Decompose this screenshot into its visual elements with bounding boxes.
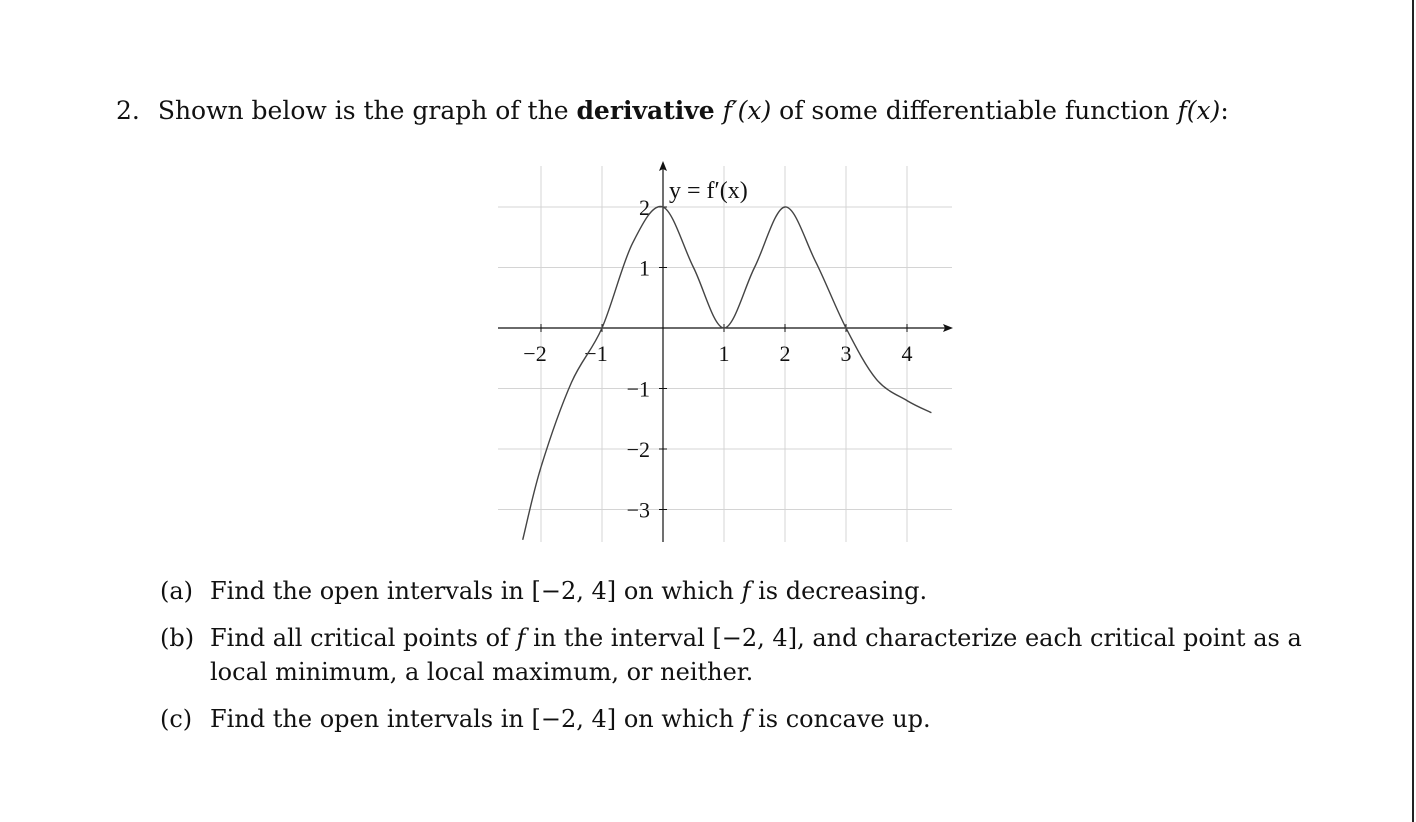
part-c-pre: Find the open intervals in xyxy=(210,705,524,733)
part-b-interval: [−2, 4] xyxy=(712,624,798,652)
problem-number: 2. xyxy=(116,96,140,125)
part-b-post: , and characterize each critical point as a local minimum, a local maximum, or neither. xyxy=(210,624,1302,686)
intro-text: Shown below is the graph of the xyxy=(157,96,569,125)
y-tick-label: −1 xyxy=(626,376,650,402)
y-tick-label: −2 xyxy=(626,437,650,462)
part-a-mid: on which xyxy=(623,577,734,605)
part-a-f: f xyxy=(741,577,751,605)
part-a xyxy=(160,574,1350,608)
y-tick-label: 2 xyxy=(639,195,650,220)
tick-labels xyxy=(523,195,912,523)
part-a-interval: [−2, 4] xyxy=(531,577,617,605)
derivative-curve xyxy=(523,206,932,539)
intro-colon: : xyxy=(1220,96,1229,125)
x-tick-label: 3 xyxy=(840,341,852,366)
x-tick-label: −1 xyxy=(584,341,608,366)
x-tick-label: 2 xyxy=(779,341,791,366)
part-a-post: is decreasing. xyxy=(758,577,928,605)
x-tick-label: 4 xyxy=(901,341,913,366)
y-tick-label: −3 xyxy=(626,497,650,523)
intro-fprime: f′(x) xyxy=(722,96,772,125)
part-c-interval: [−2, 4] xyxy=(531,705,617,733)
intro-bold-word: derivative xyxy=(576,96,715,125)
x-tick-label: 1 xyxy=(718,341,730,366)
part-b-mid: in the interval xyxy=(533,624,705,652)
curve-label: y = f′(x) xyxy=(669,178,748,204)
part-c xyxy=(160,702,1350,736)
intro-mid-text: of some differentiable function xyxy=(779,96,1170,125)
part-b-label: (b) xyxy=(160,624,195,652)
x-tick-label: −2 xyxy=(523,341,547,366)
part-c-post: is concave up. xyxy=(758,705,931,733)
part-c-mid: on which xyxy=(623,705,734,733)
part-c-label: (c) xyxy=(160,705,193,733)
question-parts xyxy=(160,574,1350,749)
part-b-pre: Find all critical points of xyxy=(210,624,509,652)
part-b xyxy=(160,621,1350,689)
part-c-f: f xyxy=(741,705,751,733)
part-a-pre: Find the open intervals in xyxy=(210,577,524,605)
part-a-label: (a) xyxy=(160,577,194,605)
intro-f: f(x) xyxy=(1177,96,1221,125)
part-b-f: f xyxy=(516,624,526,652)
y-tick-label: 1 xyxy=(639,255,650,281)
